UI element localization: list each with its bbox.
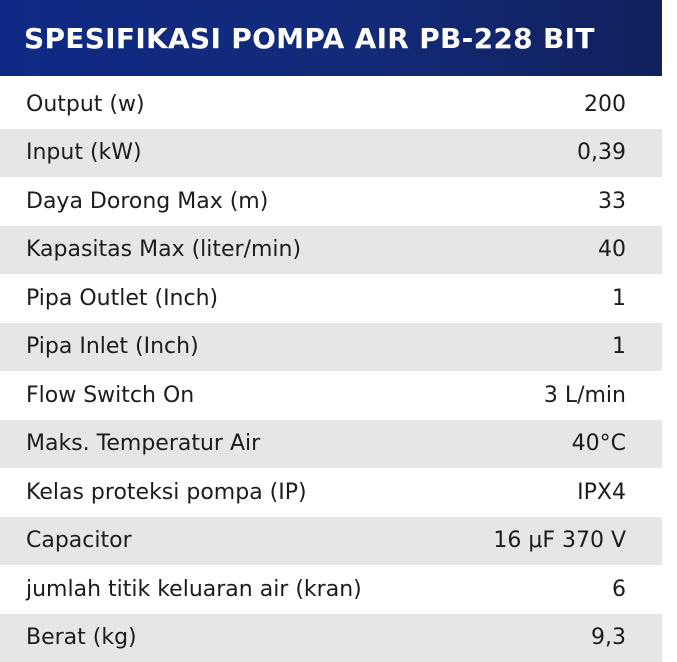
spec-table	[0, 80, 662, 662]
spec-row-input	[0, 129, 662, 178]
spec-value: 200	[584, 92, 626, 117]
spec-value: 40°C	[572, 431, 626, 456]
spec-label: Berat (kg)	[26, 625, 137, 650]
spec-value: 40	[598, 237, 626, 262]
spec-row-daya-dorong	[0, 177, 662, 226]
spec-row-temperatur	[0, 420, 662, 469]
spec-label: Flow Switch On	[26, 383, 194, 408]
spec-row-flow-switch	[0, 371, 662, 420]
spec-label: jumlah titik keluaran air (kran)	[26, 577, 362, 602]
spec-value: 9,3	[591, 625, 626, 650]
spec-value: 33	[598, 189, 626, 214]
spec-label: Pipa Inlet (Inch)	[26, 334, 199, 359]
spec-value: 6	[612, 577, 626, 602]
spec-value: IPX4	[577, 480, 626, 505]
spec-value: 3 L/min	[544, 383, 626, 408]
spec-row-kapasitas	[0, 226, 662, 275]
spec-label: Maks. Temperatur Air	[26, 431, 260, 456]
spec-row-pipa-outlet	[0, 274, 662, 323]
spec-row-kelas-proteksi	[0, 468, 662, 517]
spec-label: Input (kW)	[26, 140, 142, 165]
spec-label: Kapasitas Max (liter/min)	[26, 237, 301, 262]
spec-row-jumlah-titik	[0, 565, 662, 614]
spec-value: 1	[612, 286, 626, 311]
spec-value: 16 μF 370 V	[493, 528, 626, 553]
spec-label: Daya Dorong Max (m)	[26, 189, 268, 214]
spec-label: Output (w)	[26, 92, 145, 117]
spec-value: 1	[612, 334, 626, 359]
spec-label: Pipa Outlet (Inch)	[26, 286, 218, 311]
spec-label: Capacitor	[26, 528, 132, 553]
spec-label: Kelas proteksi pompa (IP)	[26, 480, 307, 505]
spec-row-output	[0, 80, 662, 129]
spec-row-capacitor	[0, 517, 662, 566]
header-banner	[0, 0, 662, 76]
page-title: SPESIFIKASI POMPA AIR PB-228 BIT	[24, 22, 595, 55]
spec-row-berat	[0, 614, 662, 662]
spec-row-pipa-inlet	[0, 323, 662, 372]
spec-value: 0,39	[577, 140, 626, 165]
